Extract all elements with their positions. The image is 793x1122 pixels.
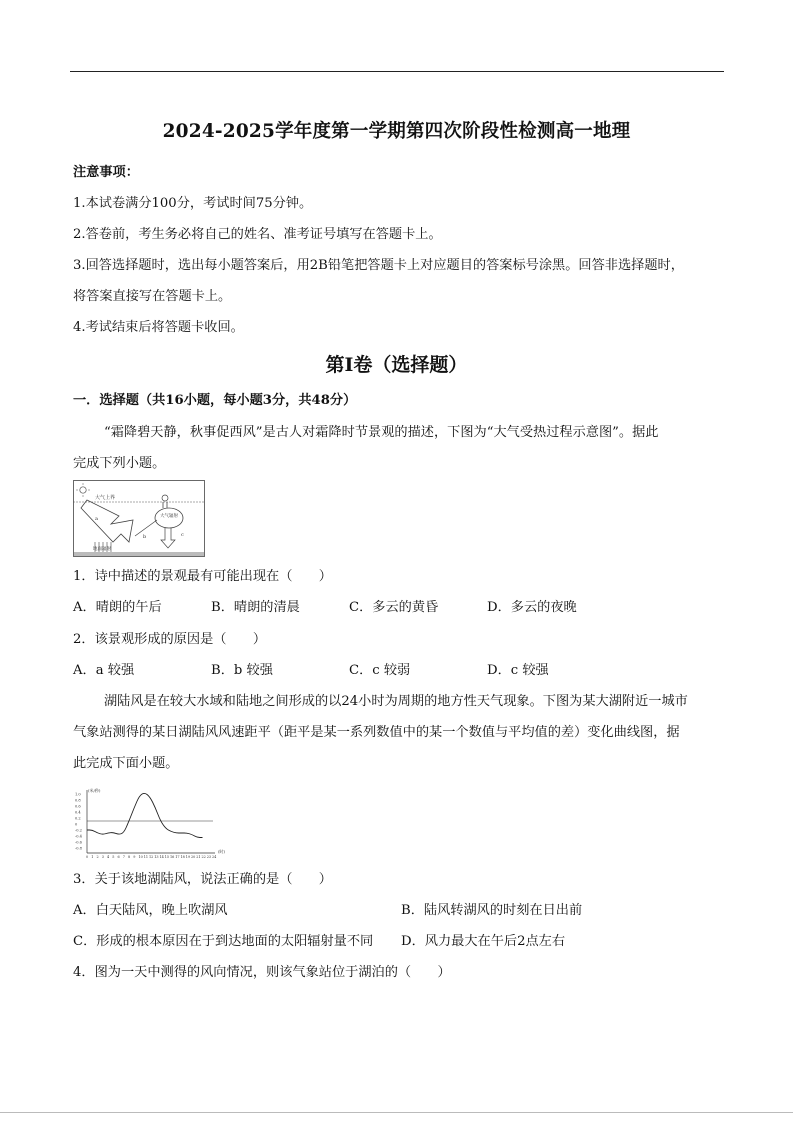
x-axis-unit: (时) bbox=[218, 849, 226, 854]
atmosphere-heating-diagram bbox=[73, 480, 205, 557]
question-1-stem: 1．诗中描述的景观最有可能出现在（ ） bbox=[73, 569, 332, 584]
q1-option-b[interactable]: B．晴朗的清晨 bbox=[211, 600, 300, 615]
x-tick-label: 15 bbox=[164, 855, 170, 859]
passage-line: “霜降碧天静，秋事促西风”是古人对霜降时节景观的描述，下图为“大气受热过程示意图”。据此 bbox=[104, 425, 659, 440]
y-tick-label: 1.0 bbox=[75, 792, 81, 797]
x-tick-label: 12 bbox=[149, 855, 154, 859]
note-item: 2.答卷前，考生务必将自己的姓名、准考证号填写在答题卡上。 bbox=[73, 227, 442, 242]
note-item: 将答案直接写在答题卡上。 bbox=[73, 289, 232, 304]
x-tick-label: 22 bbox=[201, 855, 206, 859]
x-tick-label: 0 bbox=[86, 855, 89, 859]
y-tick-label: -0.6 bbox=[75, 840, 82, 845]
header-rule bbox=[70, 71, 724, 72]
q3-option-d[interactable]: D．风力最大在午后2点左右 bbox=[401, 934, 566, 949]
diagram-label-ground: 地面辐射 bbox=[93, 547, 111, 552]
passage-line: 湖陆风是在较大水域和陆地之间形成的以24小时为周期的地方性天气现象。下图为某大湖附近一城市 bbox=[104, 694, 688, 709]
x-tick-label: 6 bbox=[117, 855, 120, 859]
y-tick-label: 0.6 bbox=[75, 804, 81, 809]
x-tick-label: 2 bbox=[96, 855, 99, 859]
x-tick-label: 10 bbox=[138, 855, 143, 859]
x-tick-label: 16 bbox=[170, 855, 175, 859]
passage-line: 气象站测得的某日湖陆风风速距平（距平是某一系列数值中的某一个数值与平均值的差）变化曲线图，据 bbox=[73, 725, 680, 740]
y-tick-label: 0.8 bbox=[75, 798, 81, 803]
x-tick-label: 7 bbox=[122, 855, 125, 859]
x-tick-label: 23 bbox=[206, 855, 212, 859]
x-tick-label: 3 bbox=[101, 855, 104, 859]
q3-option-a[interactable]: A．白天陆风，晚上吹湖风 bbox=[73, 903, 228, 918]
y-tick-label: -0.2 bbox=[75, 828, 82, 833]
q3-option-c[interactable]: C．形成的根本原因在于到达地面的太阳辐射量不同 bbox=[73, 934, 374, 949]
q2-option-a[interactable]: A．a 较强 bbox=[73, 663, 135, 678]
x-tick-label: 24 bbox=[212, 855, 217, 859]
q2-option-b[interactable]: B．b 较强 bbox=[211, 663, 273, 678]
y-tick-label: -0.8 bbox=[75, 846, 82, 851]
x-tick-label: 20 bbox=[191, 855, 196, 859]
wind-anomaly-series bbox=[87, 793, 203, 837]
x-tick-label: 5 bbox=[112, 855, 115, 859]
q2-option-d[interactable]: D．c 较强 bbox=[487, 663, 549, 678]
question-2-stem: 2．该景观形成的原因是（ ） bbox=[73, 632, 267, 647]
x-tick-label: 19 bbox=[185, 855, 191, 859]
part-title: 第Ⅰ卷（选择题） bbox=[325, 354, 468, 376]
x-tick-label: 17 bbox=[175, 855, 180, 859]
x-tick-label: 21 bbox=[196, 855, 201, 859]
diagram-label-a: a bbox=[95, 516, 98, 522]
x-tick-label: 9 bbox=[133, 855, 136, 859]
x-tick-label: 18 bbox=[180, 855, 185, 859]
passage-line: 完成下列小题。 bbox=[73, 456, 166, 471]
y-axis-unit: (米/秒) bbox=[88, 788, 101, 793]
diagram-label-b: b bbox=[143, 534, 147, 540]
x-tick-label: 1 bbox=[91, 855, 94, 859]
q1-option-a[interactable]: A．晴朗的午后 bbox=[73, 600, 162, 615]
note-item: 4.考试结束后将答题卡收回。 bbox=[73, 320, 244, 335]
page-title: 2024-2025学年度第一学期第四次阶段性检测高一地理 bbox=[162, 121, 631, 142]
q3-option-b[interactable]: B．陆风转湖风的时刻在日出前 bbox=[401, 903, 583, 918]
section-heading: 一．选择题（共16小题，每小题3分，共48分） bbox=[73, 393, 357, 408]
x-tick-label: 14 bbox=[159, 855, 164, 859]
question-3-stem: 3．关于该地湖陆风，说法正确的是（ ） bbox=[73, 872, 332, 887]
diagram-label-top: 大气上界 bbox=[95, 495, 116, 501]
x-tick-label: 4 bbox=[107, 855, 110, 859]
x-tick-label: 8 bbox=[128, 855, 131, 859]
y-tick-label: 0 bbox=[75, 822, 78, 827]
q2-option-c[interactable]: C．c 较弱 bbox=[349, 663, 411, 678]
q1-option-d[interactable]: D．多云的夜晚 bbox=[487, 600, 577, 615]
footer-rule bbox=[0, 1112, 793, 1113]
y-tick-label: 0.2 bbox=[75, 816, 81, 821]
q1-option-c[interactable]: C．多云的黄昏 bbox=[349, 600, 439, 615]
y-tick-label: -0.4 bbox=[75, 834, 82, 839]
wind-anomaly-chart bbox=[73, 785, 233, 860]
question-4-stem: 4．图为一天中测得的风向情况，则该气象站位于湖泊的（ ） bbox=[73, 965, 451, 980]
note-item: 3.回答选择题时，选出每小题答案后，用2B铅笔把答题卡上对应题目的答案标号涂黑。回答非选择题时， bbox=[73, 258, 684, 273]
y-tick-label: 0.4 bbox=[75, 810, 81, 815]
x-tick-label: 11 bbox=[143, 855, 149, 859]
notes-heading: 注意事项： bbox=[73, 165, 139, 180]
x-tick-label: 13 bbox=[154, 855, 159, 859]
note-item: 1.本试卷满分100分，考试时间75分钟。 bbox=[73, 196, 313, 211]
diagram-label-center: 大气辐射 bbox=[160, 514, 178, 519]
passage-line: 此完成下面小题。 bbox=[73, 756, 179, 771]
diagram-label-c: c bbox=[181, 532, 184, 538]
